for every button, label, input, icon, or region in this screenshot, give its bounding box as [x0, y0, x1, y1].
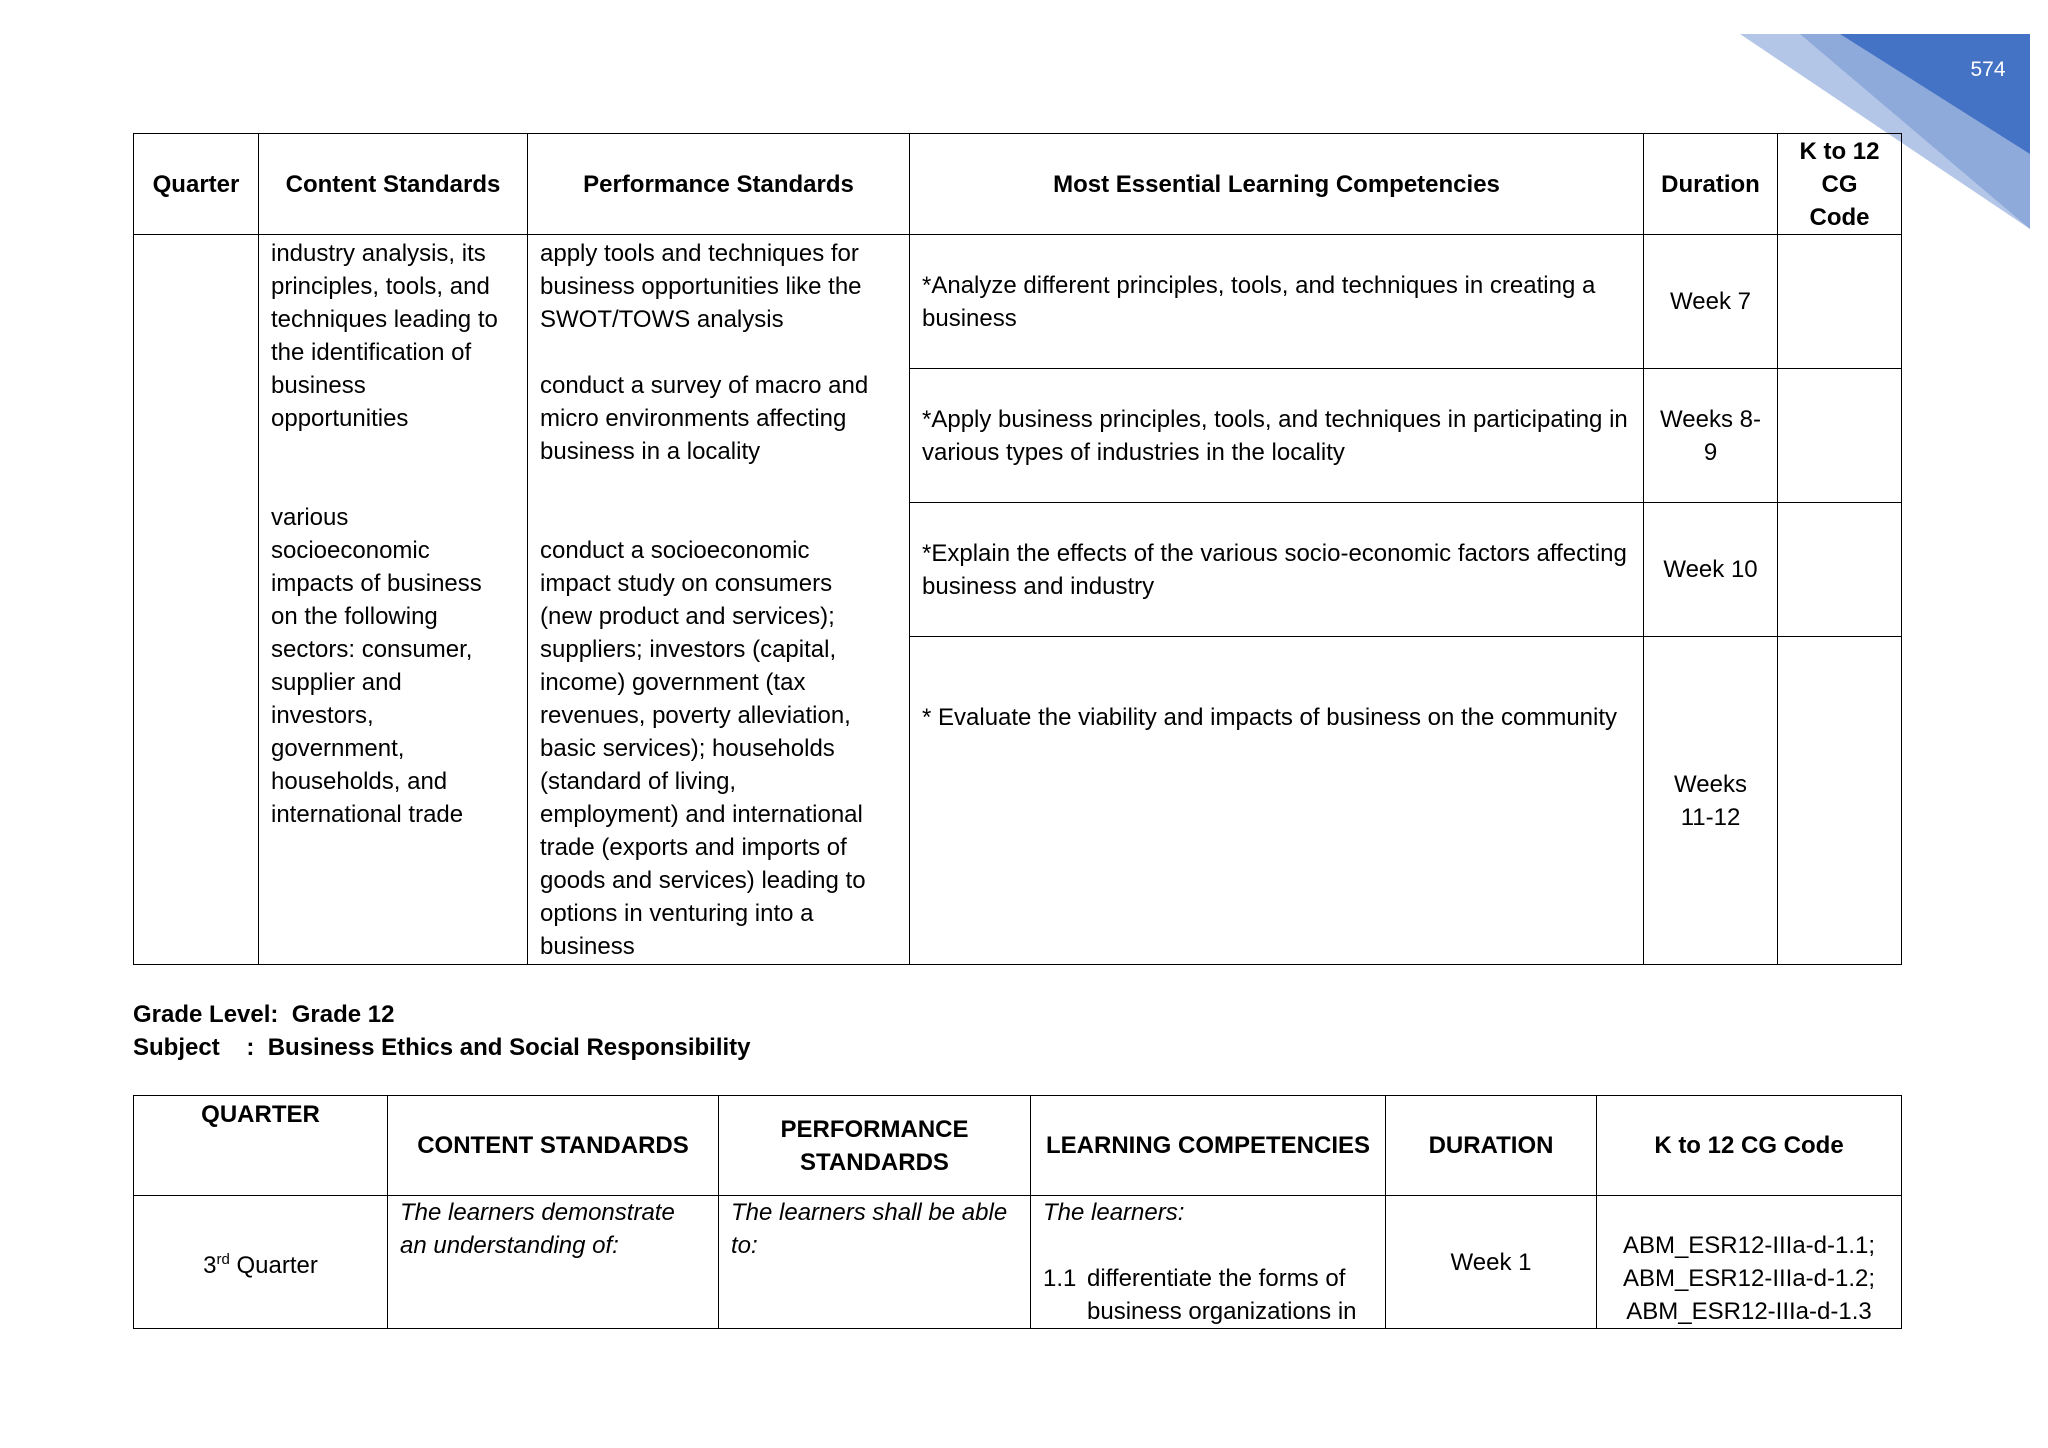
- performance-standard-c: conduct a socioeconomic impact study on consumers (new product and services); suppliers; investors (capital, income) government (tax revenues, poverty alleviation, basic services); households (standard of living, employment) and international trade (exports and imports of goods and services) leading to options in venturing into a business: [540, 537, 866, 960]
- header-quarter: QUARTER: [134, 1096, 388, 1196]
- cg-code-1: ABM_ESR12-IIIa-d-1.1;: [1622, 1232, 1876, 1259]
- subject-label: Subject: [133, 1034, 220, 1061]
- duration-cell: Week 10: [1644, 503, 1778, 637]
- header-cg-code: K to 12 CG Code: [1597, 1096, 1902, 1196]
- learning-competencies-table: [133, 1095, 1902, 1329]
- page-number: 574: [1970, 58, 2006, 81]
- header-melc: Most Essential Learning Competencies: [910, 134, 1644, 235]
- header-content-standards: CONTENT STANDARDS: [388, 1096, 719, 1196]
- quarter-cell: [134, 235, 259, 965]
- duration-cell: Weeks 11-12: [1644, 637, 1778, 965]
- cg-code-cell: [1597, 1196, 1902, 1329]
- performance-standard-b: conduct a survey of macro and micro environments affecting business in a locality: [540, 372, 869, 465]
- header-performance-standards: PERFORMANCE STANDARDS: [719, 1096, 1031, 1196]
- header-learning-competencies: LEARNING COMPETENCIES: [1031, 1096, 1386, 1196]
- content-standard-b: various socioeconomic impacts of business on the following sectors: consumer, supplier and investors, government, households, and international trade: [271, 504, 482, 828]
- table-row: [134, 235, 1902, 369]
- cg-code-cell: [1778, 235, 1902, 369]
- duration-cell: Week 1: [1386, 1196, 1597, 1329]
- header-cg-code: K to 12 CG Code: [1778, 134, 1902, 235]
- performance-standards-cell: The learners shall be able to:: [719, 1196, 1031, 1329]
- grade-level-line: [133, 998, 394, 1031]
- quarter-suffix: rd: [216, 1250, 230, 1268]
- cg-code-cell: [1778, 369, 1902, 503]
- duration-cell: Weeks 8- 9: [1644, 369, 1778, 503]
- cg-code-3: ABM_ESR12-IIIa-d-1.3: [1626, 1298, 1872, 1325]
- header-duration: DURATION: [1386, 1096, 1597, 1196]
- content-standards-cell: [259, 235, 528, 965]
- quarter-cell: [134, 1196, 388, 1329]
- subject-value: Business Ethics and Social Responsibility: [267, 1034, 751, 1061]
- competency-cell: *Explain the effects of the various socio-economic factors affecting business and industry: [910, 503, 1644, 637]
- performance-standard-a: apply tools and techniques for business opportunities like the SWOT/TOWS analysis: [540, 240, 862, 333]
- header-quarter: Quarter: [134, 134, 259, 235]
- performance-standards-cell: [528, 235, 910, 965]
- competency-cell: *Analyze different principles, tools, and techniques in creating a business: [910, 235, 1644, 369]
- competencies-cell: [1031, 1196, 1386, 1329]
- table-header-row: [134, 134, 1902, 235]
- list-item: [1043, 1262, 1373, 1328]
- table-row: [134, 1196, 1902, 1329]
- quarter-number: 3: [203, 1251, 217, 1279]
- competency-intro: The learners:: [1043, 1199, 1185, 1226]
- cg-code-2: ABM_ESR12-IIIa-d-1.2;: [1622, 1265, 1876, 1292]
- content-standard-a: industry analysis, its principles, tools, and techniques leading to the identification of business opportunities: [271, 240, 498, 432]
- header-content-standards: Content Standards: [259, 134, 528, 235]
- content-standards-cell: The learners demonstrate an understanding of:: [388, 1196, 719, 1329]
- quarter-word: Quarter: [236, 1251, 318, 1279]
- grade-level-label: Grade Level:: [133, 1001, 279, 1028]
- competency-cell: * Evaluate the viability and impacts of business on the community: [910, 637, 1644, 965]
- header-performance-standards: Performance Standards: [528, 134, 910, 235]
- subject-separator: :: [246, 1034, 255, 1061]
- item-number: 1.1: [1043, 1265, 1077, 1292]
- subject-line: [133, 1031, 751, 1064]
- header-duration: Duration: [1644, 134, 1778, 235]
- table-header-row: [134, 1096, 1902, 1196]
- competency-cell: *Apply business principles, tools, and techniques in participating in various types of industries in the locality: [910, 369, 1644, 503]
- cg-code-cell: [1778, 637, 1902, 965]
- melc-table-continued: [133, 133, 1902, 965]
- cg-code-cell: [1778, 503, 1902, 637]
- item-text: differentiate the forms of business organizations in: [1087, 1265, 1357, 1325]
- grade-level-value: Grade 12: [291, 1001, 395, 1028]
- duration-cell: Week 7: [1644, 235, 1778, 369]
